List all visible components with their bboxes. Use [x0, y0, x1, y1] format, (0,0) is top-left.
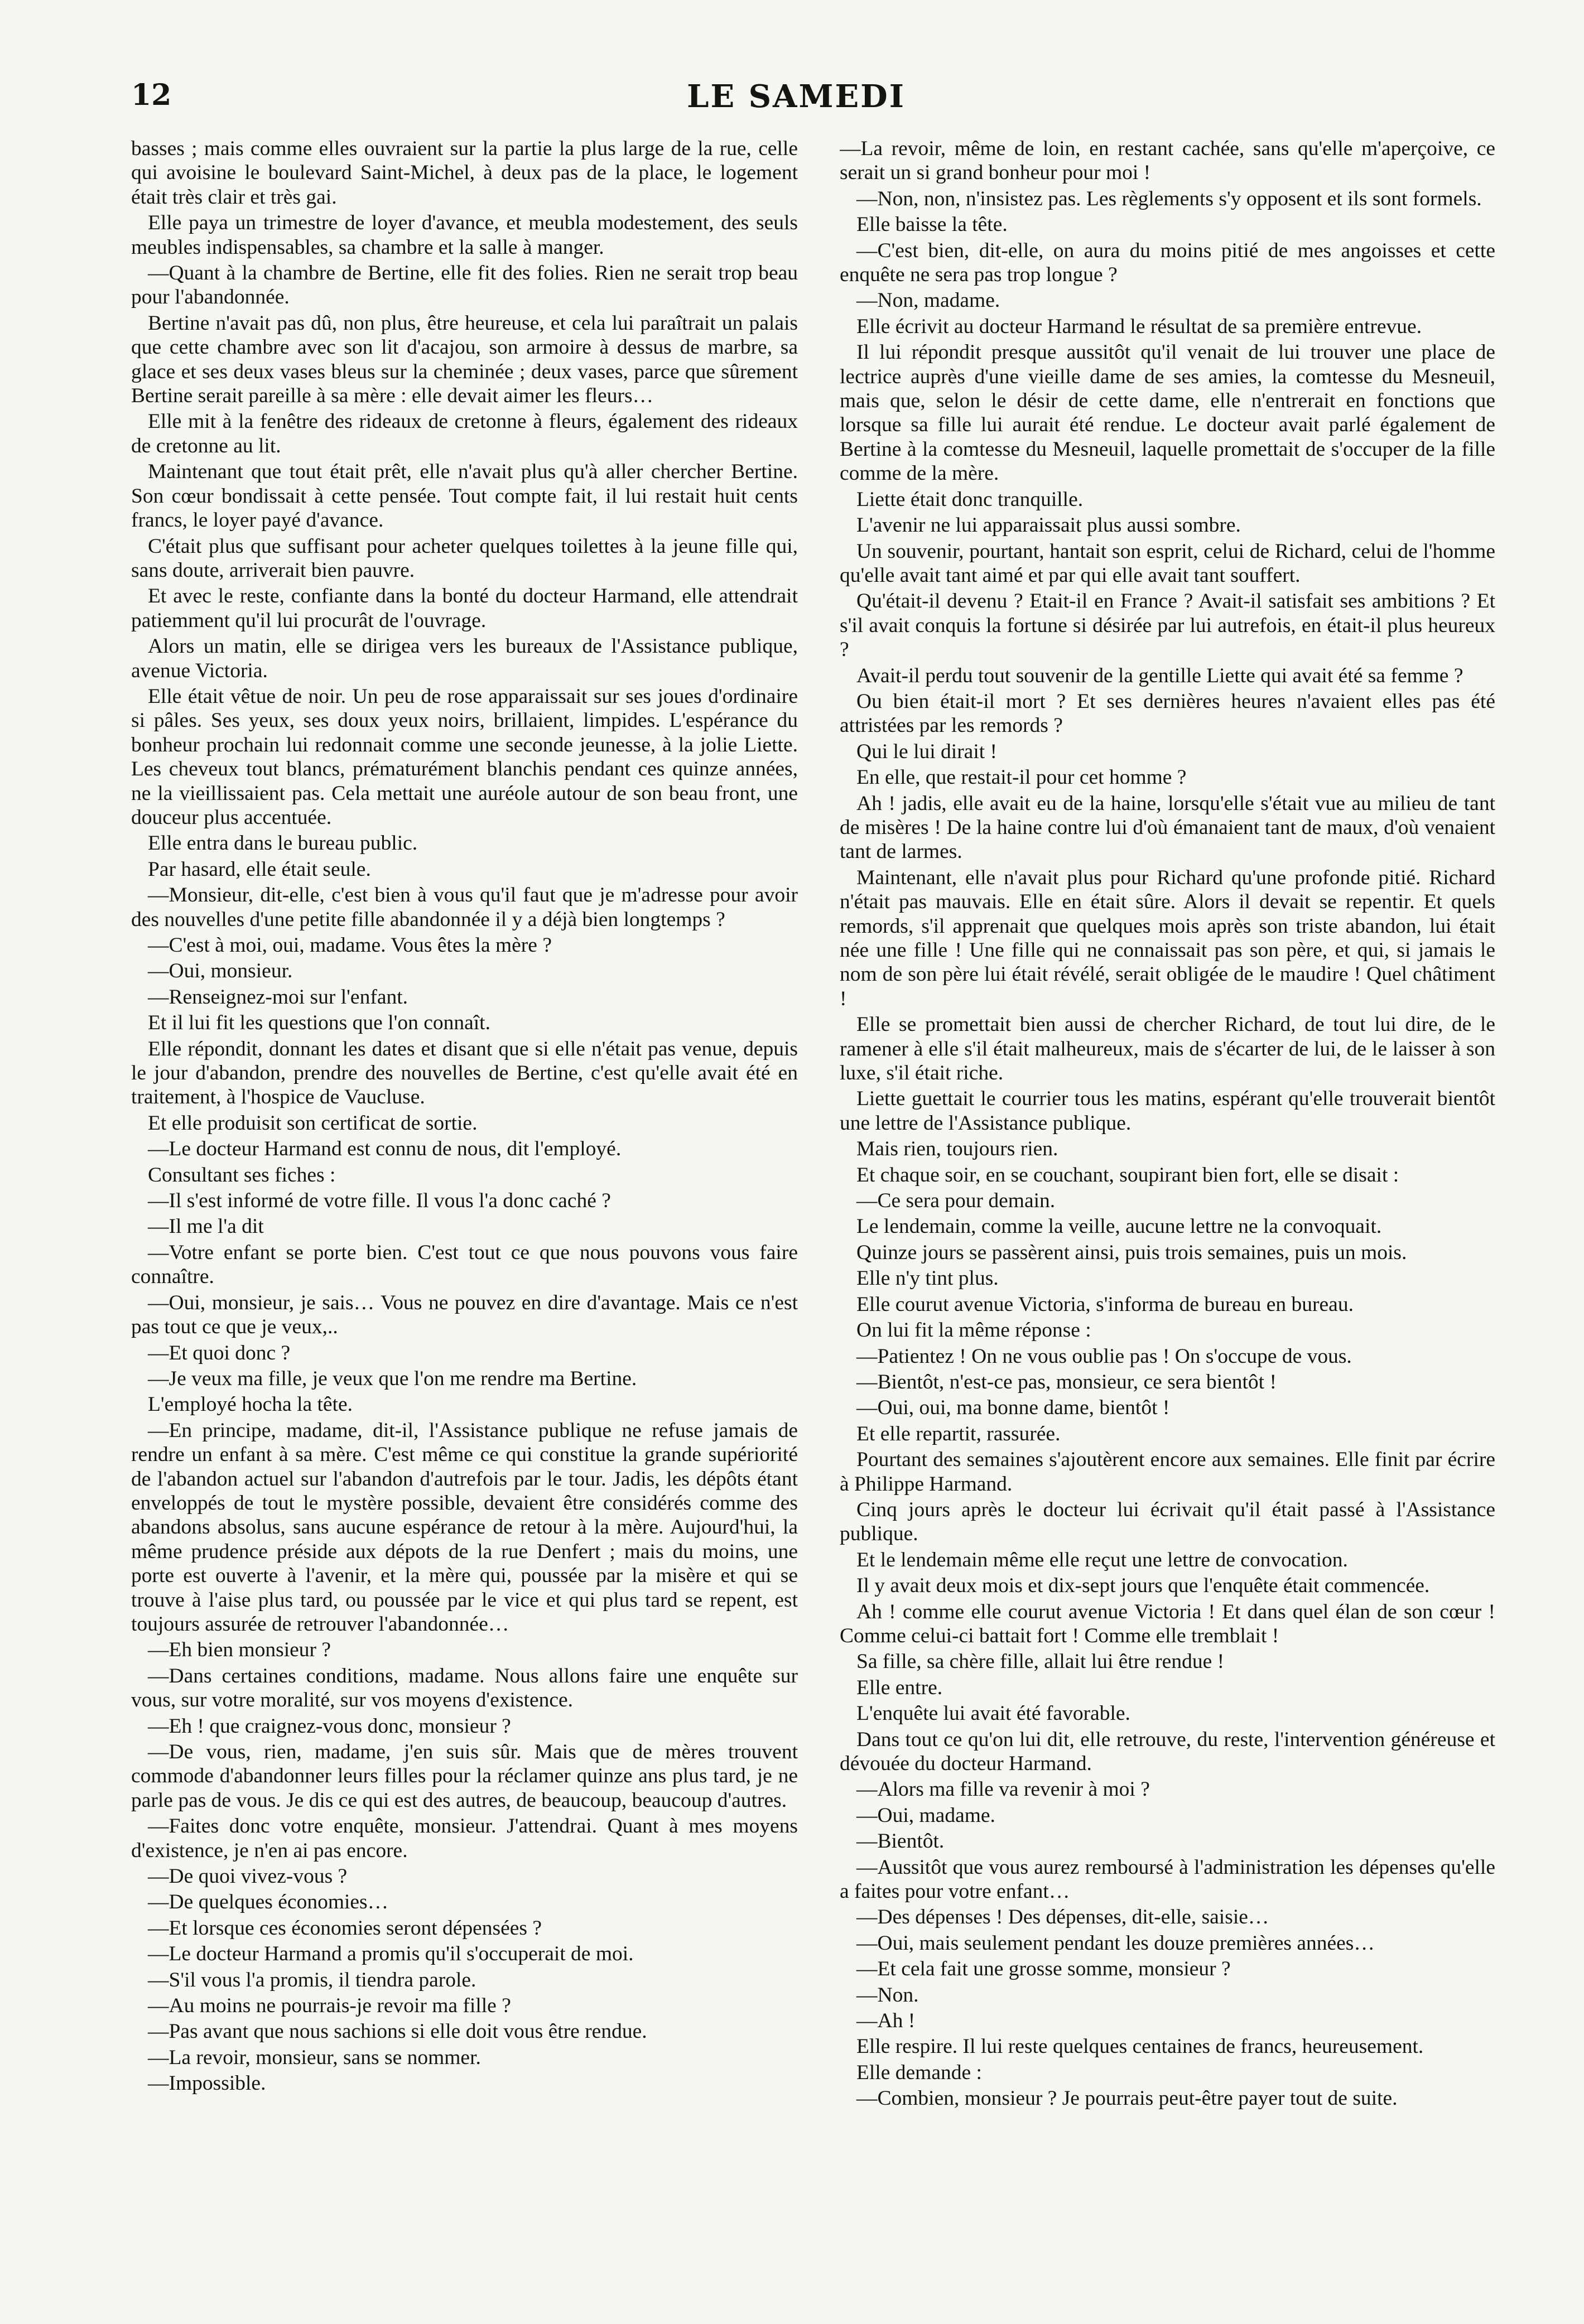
paragraph: Elle demande : — [856, 2061, 982, 2084]
paragraph: —Renseignez-moi sur l'enfant. — [148, 985, 408, 1009]
paragraph: —S'il vous l'a promis, il tiendra parole. — [148, 1968, 476, 1992]
paragraph: Sa fille, sa chère fille, allait lui être rendue ! — [856, 1650, 1225, 1674]
paragraph: —Ce sera pour demain. — [856, 1189, 1056, 1213]
paragraph: —Et quoi donc ? — [148, 1341, 291, 1364]
paragraph: —De quoi vivez-vous ? — [148, 1865, 348, 1888]
paragraph: —Oui, monsieur. — [148, 960, 293, 983]
paragraph: —Monsieur, dit-elle, c'est bien à vous qu'il faut que je m'adresse pour avoir des nouvelles d'une petite fille abandonnée il y a déjà bien longtemps ? — [131, 884, 798, 931]
journal-title: LE SAMEDI — [687, 78, 906, 115]
paragraph: —De vous, rien, madame, j'en suis sûr. Mais que de mères trouvent commode d'abandonner leurs filles pour la réclamer quinze ans plus tard, je ne parle pas de vous. Je dis ce qui est des autres, de beaucoup, beaucoup d'autres. — [131, 1740, 798, 1812]
paragraph: Consultant ses fiches : — [148, 1163, 336, 1187]
paragraph: —Dans certaines conditions, madame. Nous allons faire une enquête sur vous, sur votre moralité, sur vos moyens d'existence. — [131, 1664, 798, 1712]
left-column — [131, 137, 798, 2301]
paragraph: Et avec le reste, confiante dans la bonté du docteur Harmand, elle attendrait patiemment qu'il lui procurât de l'ouvrage. — [131, 585, 798, 632]
paragraph: —C'est à moi, oui, madame. Vous êtes la mère ? — [148, 934, 552, 957]
paragraph: —Le docteur Harmand a promis qu'il s'occuperait de moi. — [148, 1942, 634, 1966]
paragraph: —Quant à la chambre de Bertine, elle fit des folies. Rien ne serait trop beau pour l'abandonnée. — [131, 262, 798, 309]
paragraph: Par hasard, elle était seule. — [148, 857, 371, 881]
paragraph: —Et cela fait une grosse somme, monsieur ? — [856, 1957, 1231, 1981]
paragraph: C'était plus que suffisant pour acheter quelques toilettes à la jeune fille qui, sans doute, arriverait bien pauvre. — [131, 534, 798, 582]
paragraph: Elle paya un trimestre de loyer d'avance, et meubla modestement, des seuls meubles indispensables, sa chambre et la salle à manger. — [131, 211, 798, 259]
paragraph: Mais rien, toujours rien. — [856, 1137, 1058, 1161]
paragraph: Elle était vêtue de noir. Un peu de rose apparaissait sur ses joues d'ordinaire si pâles. Ses yeux, ses doux yeux noirs, brillaient, limpides. L'espérance du bonheur prochain lui redonnait comme une seconde jeunesse, à la jolie Liette. Les cheveux tout blancs, prématurément blanchis pendant ces quinze années, ne la vieillissaient pas. Cela mettait une auréole autour de son beau front, une douceur plus accentuée. — [131, 684, 798, 829]
paragraph: Elle mit à la fenêtre des rideaux de cretonne à fleurs, également des rideaux de cretonne au lit. — [131, 410, 798, 457]
paragraph: Liette guettait le courrier tous les matins, espérant qu'elle trouverait bientôt une lettre de l'Assistance publique. — [840, 1087, 1495, 1135]
paragraph: —Oui, mais seulement pendant les douze premières années… — [856, 1931, 1375, 1955]
paragraph: —Eh ! que craignez-vous donc, monsieur ? — [148, 1714, 511, 1738]
paragraph: —Combien, monsieur ? Je pourrais peut-être payer tout de suite. — [856, 2087, 1398, 2110]
paragraph: —La revoir, monsieur, sans se nommer. — [148, 2046, 481, 2069]
paragraph: —Faites donc votre enquête, monsieur. J'attendrai. Quant à mes moyens d'existence, je n'en ai pas encore. — [131, 1815, 798, 1862]
paragraph: —Non, madame. — [856, 289, 1000, 312]
paragraph: Elle entre. — [856, 1676, 943, 1699]
paragraph: —Je veux ma fille, je veux que l'on me rendre ma Bertine. — [148, 1367, 637, 1390]
paragraph: —Patientez ! On ne vous oublie pas ! On s'occupe de vous. — [856, 1344, 1352, 1368]
paragraph: —Oui, madame. — [856, 1804, 995, 1827]
paragraph: Cinq jours après le docteur lui écrivait qu'il était passé à l'Assistance publique. — [840, 1498, 1495, 1546]
paragraph: Elle respire. Il lui reste quelques centaines de francs, heureusement. — [856, 2035, 1424, 2058]
paragraph: Elle entra dans le bureau public. — [148, 832, 418, 855]
paragraph: basses ; mais comme elles ouvraient sur la partie la plus large de la rue, celle qui avoisine le boulevard Saint-Michel, à deux pas de la place, le logement était très clair et très gai. — [131, 137, 798, 209]
paragraph: Et chaque soir, en se couchant, soupirant bien fort, elle se disait : — [856, 1163, 1399, 1187]
paragraph: —Alors ma fille va revenir à moi ? — [856, 1778, 1150, 1801]
paragraph: —La revoir, même de loin, en restant cachée, sans qu'elle m'aperçoive, ce serait un si grand bonheur pour moi ! — [840, 137, 1495, 185]
paragraph: Et elle repartit, rassurée. — [856, 1422, 1061, 1445]
paragraph: Elle baisse la tête. — [856, 213, 1008, 237]
paragraph: —Au moins ne pourrais-je revoir ma fille ? — [148, 1994, 511, 2018]
paragraph: —Oui, oui, ma bonne dame, bientôt ! — [856, 1396, 1170, 1420]
paragraph: Ou bien était-il mort ? Et ses dernières heures n'avaient elles pas été attristées par les remords ? — [840, 690, 1495, 737]
paragraph: En elle, que restait-il pour cet homme ? — [856, 766, 1187, 789]
paragraph: —Il s'est informé de votre fille. Il vous l'a donc caché ? — [148, 1189, 611, 1213]
paragraph: Quinze jours se passèrent ainsi, puis trois semaines, puis un mois. — [856, 1241, 1407, 1264]
paragraph: —Le docteur Harmand est connu de nous, dit l'employé. — [148, 1137, 622, 1161]
paragraph: Avait-il perdu tout souvenir de la gentille Liette qui avait été sa femme ? — [856, 664, 1463, 687]
paragraph: —Non, non, n'insistez pas. Les règlements s'y opposent et ils sont formels. — [856, 187, 1482, 210]
paragraph: Bertine n'avait pas dû, non plus, être heureuse, et cela lui paraîtrait un palais que cette chambre avec son lit d'acajou, son armoire à dessus de marbre, sa glace et ses deux vases bleus sur la cheminée ; deux vases, parce que sûrement Bertine serait pareille à sa mère : elle devait aimer les fleurs… — [131, 311, 798, 408]
paragraph: Qui le lui dirait ! — [856, 740, 998, 763]
paragraph: L'enquête lui avait été favorable. — [856, 1702, 1130, 1725]
paragraph: Et elle produisit son certificat de sortie. — [148, 1111, 478, 1135]
paragraph: Pourtant des semaines s'ajoutèrent encore aux semaines. Elle finit par écrire à Philippe Harmand. — [840, 1448, 1495, 1496]
paragraph: Liette était donc tranquille. — [856, 488, 1084, 511]
paragraph: Elle n'y tint plus. — [856, 1267, 999, 1290]
paragraph: Elle se promettait bien aussi de chercher Richard, de tout lui dire, de le ramener à elle s'il était malheureux, mais de s'écarter de lui, de le laisser à son luxe, s'il était riche. — [840, 1013, 1495, 1085]
paragraph: Qu'était-il devenu ? Etait-il en France ? Avait-il satisfait ses ambitions ? Et s'il avait conquis la fortune si désirée par lui autrefois, en était-il plus heureux ? — [840, 590, 1495, 662]
paragraph: Ah ! jadis, elle avait eu de la haine, lorsqu'elle s'était vue au milieu de tant de misères ! De la haine contre lui d'où émanaient tant de maux, d'où venaient tant de larmes. — [840, 792, 1495, 864]
paragraph: —Pas avant que nous sachions si elle doit vous être rendue. — [148, 2020, 647, 2043]
paragraph: Elle répondit, donnant les dates et disant que si elle n'était pas venue, depuis le jour d'abandon, prendre des nouvelles de Bertine, c'est qu'elle avait été en traitement, à l'hospice de Vaucluse. — [131, 1037, 798, 1109]
paragraph: Il lui répondit presque aussitôt qu'il venait de lui trouver une place de lectrice auprès d'une vieille dame de ses amies, la comtesse du Mesneuil, mais que, selon le désir de cette dame, elle n'entrerait en fonctions que lorsque sa fille lui aurait été rendue. Le docteur avait parlé également de Bertine à la comtesse du Mesneuil, laquelle promettait de s'occuper de la fille comme de la mère. — [840, 341, 1495, 485]
paragraph: Et il lui fit les questions que l'on connaît. — [148, 1011, 490, 1035]
page-header — [131, 78, 1461, 128]
paragraph: —Ah ! — [856, 2009, 916, 2033]
page-number: 12 — [131, 78, 172, 112]
paragraph: —C'est bien, dit-elle, on aura du moins pitié de mes angoisses et cette enquête ne sera pas trop longue ? — [840, 239, 1495, 287]
paragraph: On lui fit la même réponse : — [856, 1319, 1091, 1342]
paragraph: Et le lendemain même elle reçut une lettre de convocation. — [856, 1548, 1348, 1571]
paragraph: L'employé hocha la tête. — [148, 1393, 353, 1416]
paragraph: —Eh bien monsieur ? — [148, 1638, 331, 1662]
paragraph: L'avenir ne lui apparaissait plus aussi sombre. — [856, 514, 1241, 537]
paragraph: Dans tout ce qu'on lui dit, elle retrouve, du reste, l'intervention généreuse et dévouée du docteur Harmand. — [840, 1728, 1495, 1775]
article-body — [131, 137, 1495, 2301]
paragraph: —Oui, monsieur, je sais… Vous ne pouvez en dire d'avantage. Mais ce n'est pas tout ce que je veux,.. — [131, 1291, 798, 1339]
right-column — [840, 137, 1495, 2301]
paragraph: —Et lorsque ces économies seront dépensées ? — [148, 1916, 542, 1940]
paragraph: —Bientôt, n'est-ce pas, monsieur, ce sera bientôt ! — [856, 1370, 1277, 1394]
paragraph: —Bientôt. — [856, 1830, 945, 1853]
paragraph: Ah ! comme elle courut avenue Victoria ! Et dans quel élan de son cœur ! Comme celui-ci battait fort ! Comme elle tremblait ! — [840, 1600, 1495, 1647]
paragraph: Maintenant que tout était prêt, elle n'avait plus qu'à aller chercher Bertine. Son cœur bondissait à cette pensée. Tout compte fait, il lui restait huit cents francs, le loyer payé d'avance. — [131, 460, 798, 532]
paragraph: Elle courut avenue Victoria, s'informa de bureau en bureau. — [856, 1293, 1354, 1316]
paragraph: Il y avait deux mois et dix-sept jours que l'enquête était commencée. — [856, 1574, 1430, 1598]
paragraph: Le lendemain, comme la veille, aucune lettre ne la convoquait. — [856, 1215, 1382, 1238]
paragraph: —Non. — [856, 1983, 919, 2007]
paragraph: —Impossible. — [148, 2072, 266, 2095]
paragraph: —Des dépenses ! Des dépenses, dit-elle, saisie… — [856, 1906, 1269, 1929]
paragraph: —Aussitôt que vous aurez remboursé à l'administration les dépenses qu'elle a faites pour votre enfant… — [840, 1855, 1495, 1903]
paragraph: Un souvenir, pourtant, hantait son esprit, celui de Richard, celui de l'homme qu'elle avait tant aimé et par qui elle avait tant souffert. — [840, 539, 1495, 587]
paragraph: —En principe, madame, dit-il, l'Assistance publique ne refuse jamais de rendre un enfant à sa mère. C'est même ce qui constitue la grande supériorité de l'abandon actuel sur l'abandon d'autrefois par le tour. Jadis, les dépôts étant enveloppés de tout le mystère possible, devaient être considérés comme des abandons absolus, sans aucune espérance de retour à la mère. Aujourd'hui, la même prudence préside aux dépots de la rue Denfert ; mais du moins, une porte est ouverte à l'avenir, et la mère qui, poussée par la misère et qui se trouve à l'aise plus tard, ou poussée par le vice et qui plus tard se repent, est toujours assurée de retrouver l'abandonnée… — [131, 1419, 798, 1636]
paragraph: Maintenant, elle n'avait plus pour Richard qu'une profonde pitié. Richard n'était pas mauvais. Elle en était sûre. Alors il devait se repentir. Et quels remords, s'il apprenait que quelques mois après son triste abandon, lui était née une fille ! Une fille qui ne connaissait pas son père, et qui, si jamais le nom de son père lui était révélé, serait obligée de le maudire ! Quel châtiment ! — [840, 866, 1495, 1010]
paragraph: —De quelques économies… — [148, 1891, 389, 1914]
paragraph: —Il me l'a dit — [148, 1215, 264, 1238]
paragraph: Elle écrivit au docteur Harmand le résultat de sa première entrevue. — [856, 315, 1422, 338]
paragraph: —Votre enfant se porte bien. C'est tout ce que nous pouvons vous faire connaître. — [131, 1241, 798, 1289]
paragraph: Alors un matin, elle se dirigea vers les bureaux de l'Assistance publique, avenue Victoria. — [131, 635, 798, 682]
